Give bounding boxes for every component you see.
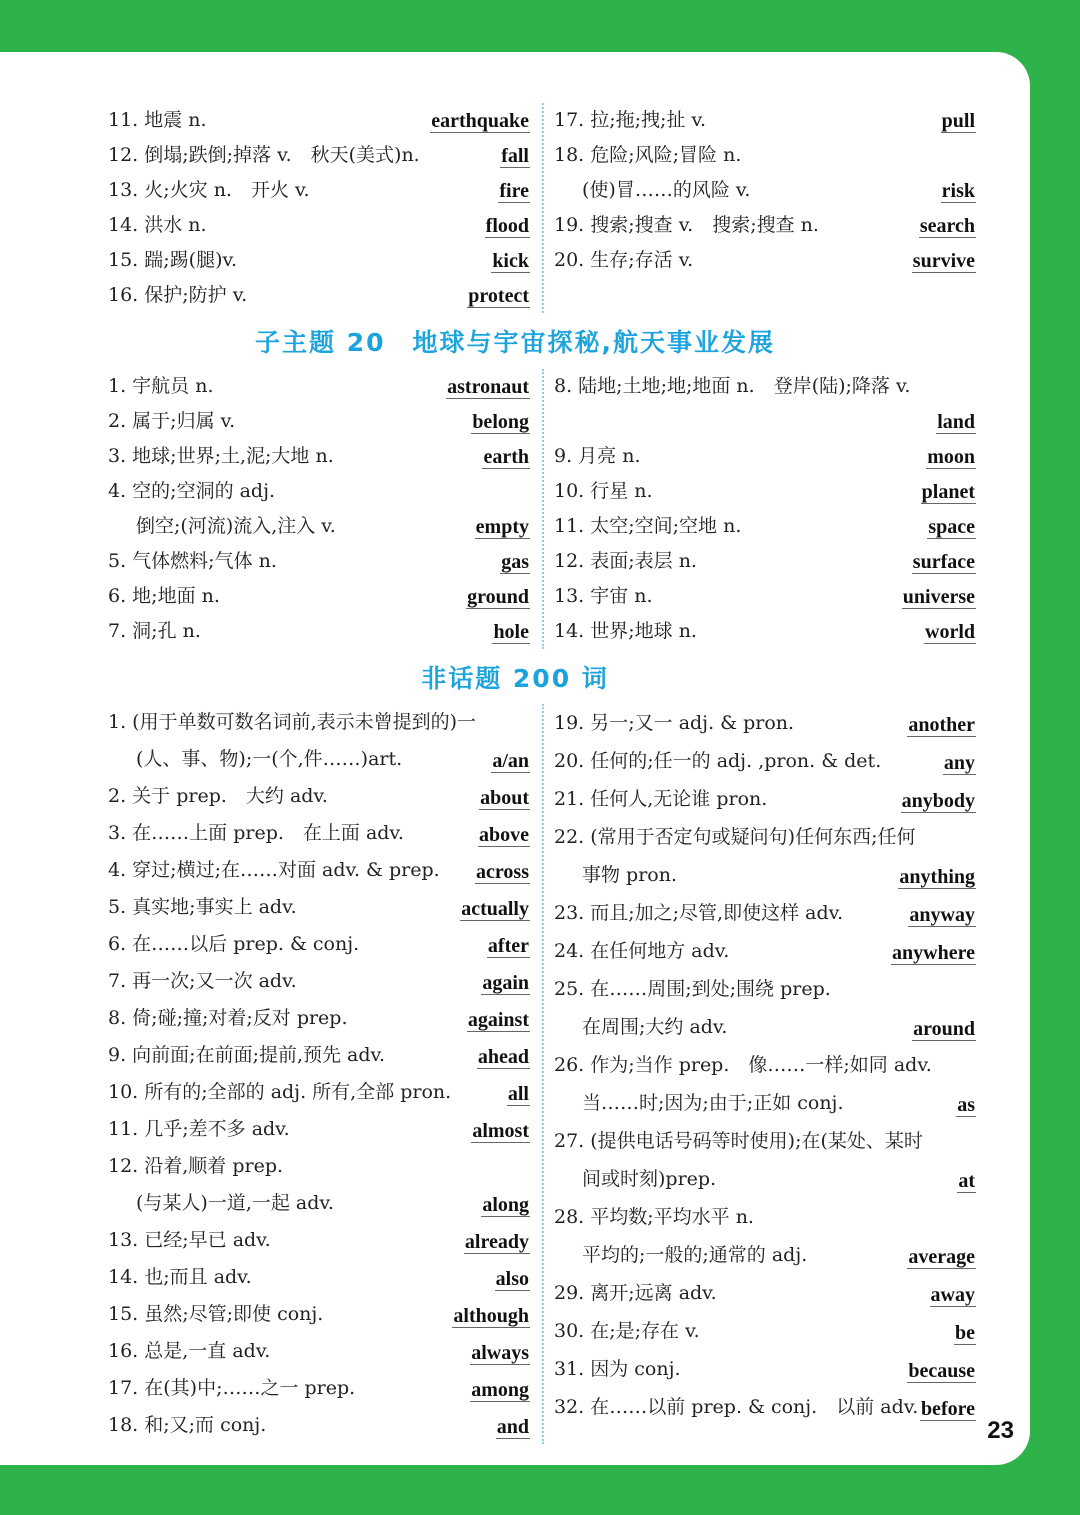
entry-word: always bbox=[471, 1342, 529, 1364]
entry-definition: 3. 地球;世界;土,泥;大地 n. bbox=[108, 445, 334, 467]
entry-definition: 13. 宇宙 n. bbox=[554, 585, 653, 607]
column-divider bbox=[542, 369, 544, 649]
vocab-entry bbox=[108, 278, 530, 313]
entry-definition: 12. 沿着,顺着 prep. bbox=[108, 1155, 284, 1177]
page-number: 23 bbox=[987, 1417, 1014, 1444]
vocab-entry bbox=[108, 208, 530, 243]
entry-word: among bbox=[471, 1379, 529, 1401]
vocab-entry bbox=[554, 509, 976, 544]
entry-definition: 倒空;(河流)流入,注入 v. bbox=[136, 515, 336, 537]
entry-word: before bbox=[920, 1398, 975, 1420]
vocab-entry bbox=[108, 1259, 530, 1296]
vocab-entry bbox=[554, 243, 976, 278]
vocab-entry bbox=[554, 1388, 976, 1426]
entry-word: again bbox=[482, 972, 529, 994]
entry-word: after bbox=[487, 935, 529, 957]
entry-definition: 5. 气体燃料;气体 n. bbox=[108, 550, 277, 572]
vocab-entry bbox=[554, 1312, 976, 1350]
vocab-entry bbox=[108, 509, 530, 544]
entry-definition: 事物 pron. bbox=[582, 864, 678, 886]
entry-word: almost bbox=[472, 1120, 529, 1142]
entry-word: planet bbox=[921, 481, 975, 503]
section-heading-non-topic: 非话题 200 词 bbox=[421, 664, 609, 693]
vocab-entry bbox=[108, 1037, 530, 1074]
entry-definition: 29. 离开;远离 adv. bbox=[554, 1282, 717, 1304]
entry-word: anywhere bbox=[892, 942, 975, 964]
column-left bbox=[108, 103, 530, 313]
entry-definition: 14. 世界;地球 n. bbox=[554, 620, 697, 642]
entry-definition: 当……时;因为;由于;正如 conj. bbox=[582, 1092, 844, 1114]
entry-word: kick bbox=[492, 250, 529, 272]
vocab-entry bbox=[108, 369, 530, 404]
section-earth-space bbox=[108, 369, 976, 649]
entry-definition: 16. 保护;防护 v. bbox=[108, 284, 248, 306]
entry-definition: 26. 作为;当作 prep. 像……一样;如同 adv. bbox=[554, 1054, 932, 1076]
entry-definition: 11. 几乎;差不多 adv. bbox=[108, 1118, 290, 1140]
entry-word: universe bbox=[902, 586, 975, 608]
entry-definition: 14. 也;而且 adv. bbox=[108, 1266, 252, 1288]
entry-word: as bbox=[957, 1094, 975, 1116]
entry-definition: 1. (用于单数可数名词前,表示未曾提到的)一 bbox=[108, 711, 477, 733]
entry-word: average bbox=[908, 1246, 975, 1268]
vocab-entry bbox=[108, 1111, 530, 1148]
entry-definition: 间或时刻)prep. bbox=[582, 1168, 717, 1190]
vocab-entry bbox=[108, 1074, 530, 1111]
vocab-entry bbox=[108, 544, 530, 579]
entry-definition: 23. 而且;加之;尽管,即使这样 adv. bbox=[554, 902, 844, 924]
vocab-entry bbox=[554, 1160, 976, 1198]
entry-word: also bbox=[495, 1268, 529, 1290]
entry-word: earth bbox=[483, 446, 529, 468]
vocab-entry bbox=[554, 404, 976, 439]
vocab-entry bbox=[554, 1008, 976, 1046]
entry-definition: 19. 搜索;搜查 v. 搜索;搜查 n. bbox=[554, 214, 819, 236]
entry-definition: 7. 洞;孔 n. bbox=[108, 620, 201, 642]
entry-definition: 14. 洪水 n. bbox=[108, 214, 207, 236]
entry-definition: 20. 任何的;任一的 adj. ,pron. & det. bbox=[554, 750, 882, 772]
vocab-entry bbox=[108, 103, 530, 138]
entry-definition: 7. 再一次;又一次 adv. bbox=[108, 970, 297, 992]
entry-word: around bbox=[913, 1018, 975, 1040]
entry-word: earthquake bbox=[431, 110, 529, 132]
entry-definition: 17. 拉;拖;拽;扯 v. bbox=[554, 109, 707, 131]
entry-definition: 4. 穿过;横过;在……对面 adv. & prep. bbox=[108, 859, 440, 881]
entry-definition: 11. 地震 n. bbox=[108, 109, 207, 131]
entry-definition: 6. 地;地面 n. bbox=[108, 585, 220, 607]
entry-definition: 4. 空的;空洞的 adj. bbox=[108, 480, 276, 502]
vocab-entry bbox=[554, 173, 976, 208]
vocab-entry bbox=[108, 614, 530, 649]
entry-word: protect bbox=[468, 285, 529, 307]
entry-definition: 3. 在……上面 prep. 在上面 adv. bbox=[108, 822, 404, 844]
vocab-entry bbox=[554, 579, 976, 614]
section-disasters bbox=[108, 103, 976, 313]
entry-word: against bbox=[467, 1009, 529, 1031]
entry-word: across bbox=[476, 861, 529, 883]
vocab-entry bbox=[108, 1296, 530, 1333]
entry-definition: 1. 宇航员 n. bbox=[108, 375, 214, 397]
entry-definition: 28. 平均数;平均水平 n. bbox=[554, 1206, 754, 1228]
vocab-entry bbox=[554, 138, 976, 173]
entry-word: space bbox=[928, 516, 975, 538]
entry-word: world bbox=[925, 621, 975, 643]
vocab-entry bbox=[108, 439, 530, 474]
column-divider bbox=[542, 704, 544, 1444]
entry-definition: 5. 真实地;事实上 adv. bbox=[108, 896, 297, 918]
entry-word: pull bbox=[941, 110, 975, 132]
entry-definition: 30. 在;是;存在 v. bbox=[554, 1320, 700, 1342]
column-left bbox=[108, 369, 530, 649]
entry-definition: 6. 在……以后 prep. & conj. bbox=[108, 933, 360, 955]
entry-word: ground bbox=[467, 586, 529, 608]
vocab-entry bbox=[108, 1370, 530, 1407]
entry-word: above bbox=[479, 824, 529, 846]
entry-definition: 9. 月亮 n. bbox=[554, 445, 641, 467]
vocab-entry bbox=[108, 1185, 530, 1222]
entry-definition: 15. 踹;踢(腿)v. bbox=[108, 249, 238, 271]
entry-definition: 19. 另一;又一 adj. & pron. bbox=[554, 712, 795, 734]
entry-definition: (人、事、物);一(个,件……)art. bbox=[136, 748, 403, 770]
entry-word: because bbox=[908, 1360, 975, 1382]
vocab-entry bbox=[108, 815, 530, 852]
column-divider bbox=[542, 103, 544, 313]
vocab-entry bbox=[554, 970, 976, 1008]
entry-definition: 32. 在……以前 prep. & conj. 以前 adv. bbox=[554, 1396, 919, 1418]
entry-word: anything bbox=[899, 866, 975, 888]
entry-word: empty bbox=[475, 516, 529, 538]
entry-word: surface bbox=[912, 551, 975, 573]
vocab-entry bbox=[108, 778, 530, 815]
entry-definition: 25. 在……周围;到处;围绕 prep. bbox=[554, 978, 831, 1000]
entry-definition: 15. 虽然;尽管;即使 conj. bbox=[108, 1303, 324, 1325]
entry-word: search bbox=[919, 215, 975, 237]
entry-word: about bbox=[480, 787, 529, 809]
vocab-entry bbox=[554, 704, 976, 742]
column-left bbox=[108, 704, 530, 1444]
vocab-entry bbox=[554, 1084, 976, 1122]
vocab-entry bbox=[554, 474, 976, 509]
entry-word: gas bbox=[501, 551, 529, 573]
entry-word: hole bbox=[493, 621, 529, 643]
vocab-entry bbox=[554, 369, 976, 404]
entry-word: astronaut bbox=[447, 376, 529, 398]
vocab-entry bbox=[554, 1236, 976, 1274]
vocab-entry bbox=[108, 1000, 530, 1037]
entry-word: although bbox=[453, 1305, 529, 1327]
entry-word: any bbox=[943, 752, 975, 774]
column-right bbox=[554, 369, 976, 649]
vocab-entry bbox=[108, 1222, 530, 1259]
entry-word: along bbox=[482, 1194, 529, 1216]
entry-definition: (使)冒……的风险 v. bbox=[582, 179, 751, 201]
vocab-entry bbox=[108, 404, 530, 439]
entry-word: another bbox=[908, 714, 975, 736]
vocab-entry bbox=[554, 208, 976, 243]
entry-definition: 9. 向前面;在前面;提前,预先 adv. bbox=[108, 1044, 386, 1066]
entry-word: anyway bbox=[909, 904, 975, 926]
section-heading-earth-space: 子主题 20 地球与宇宙探秘,航天事业发展 bbox=[255, 328, 775, 357]
vocab-entry bbox=[554, 544, 976, 579]
section-non-topic bbox=[108, 704, 976, 1444]
vocab-entry bbox=[108, 474, 530, 509]
vocab-entry bbox=[554, 1198, 976, 1236]
vocab-entry bbox=[554, 894, 976, 932]
vocab-entry bbox=[108, 138, 530, 173]
entry-definition: 8. 倚;碰;撞;对着;反对 prep. bbox=[108, 1007, 348, 1029]
entry-definition: 12. 倒塌;跌倒;掉落 v. 秋天(美式)n. bbox=[108, 144, 420, 166]
vocab-entry bbox=[108, 579, 530, 614]
vocab-entry bbox=[554, 742, 976, 780]
entry-definition: 2. 属于;归属 v. bbox=[108, 410, 236, 432]
entry-definition: 12. 表面;表层 n. bbox=[554, 550, 697, 572]
vocab-entry bbox=[554, 1122, 976, 1160]
entry-definition: 平均的;一般的;通常的 adj. bbox=[582, 1244, 808, 1266]
entry-definition: 24. 在任何地方 adv. bbox=[554, 940, 730, 962]
vocab-entry bbox=[554, 103, 976, 138]
vocab-entry bbox=[554, 1350, 976, 1388]
vocab-entry bbox=[108, 889, 530, 926]
vocab-entry bbox=[554, 856, 976, 894]
column-right bbox=[554, 704, 976, 1444]
entry-definition: 2. 关于 prep. 大约 adv. bbox=[108, 785, 328, 807]
entry-definition: 在周围;大约 adv. bbox=[582, 1016, 728, 1038]
entry-word: ahead bbox=[477, 1046, 529, 1068]
entry-definition: 17. 在(其)中;……之一 prep. bbox=[108, 1377, 356, 1399]
vocab-entry bbox=[554, 439, 976, 474]
entry-definition: 13. 火;火灾 n. 开火 v. bbox=[108, 179, 310, 201]
vocab-entry bbox=[108, 741, 530, 778]
entry-definition: 27. (提供电话号码等时使用);在(某处、某时 bbox=[554, 1130, 923, 1152]
entry-word: flood bbox=[485, 215, 529, 237]
entry-word: anybody bbox=[901, 790, 975, 812]
vocab-entry bbox=[108, 243, 530, 278]
entry-word: and bbox=[496, 1416, 529, 1438]
vocab-entry bbox=[554, 1046, 976, 1084]
entry-word: fall bbox=[501, 145, 529, 167]
entry-definition: 13. 已经;早已 adv. bbox=[108, 1229, 271, 1251]
entry-word: a/an bbox=[492, 750, 529, 772]
entry-word: already bbox=[464, 1231, 529, 1253]
entry-word: land bbox=[937, 411, 975, 433]
entry-word: away bbox=[930, 1284, 975, 1306]
vocab-entry bbox=[108, 1148, 530, 1185]
entry-definition: 18. 和;又;而 conj. bbox=[108, 1414, 267, 1436]
entry-definition: 11. 太空;空间;空地 n. bbox=[554, 515, 742, 537]
entry-word: belong bbox=[472, 411, 529, 433]
entry-word: actually bbox=[461, 898, 529, 920]
vocab-entry bbox=[108, 926, 530, 963]
entry-definition: 10. 行星 n. bbox=[554, 480, 653, 502]
vocab-entry bbox=[554, 780, 976, 818]
entry-definition: 18. 危险;风险;冒险 n. bbox=[554, 144, 742, 166]
entry-word: fire bbox=[499, 180, 529, 202]
entry-definition: 16. 总是,一直 adv. bbox=[108, 1340, 271, 1362]
entry-definition: 31. 因为 conj. bbox=[554, 1358, 681, 1380]
vocab-entry bbox=[554, 1274, 976, 1312]
entry-word: all bbox=[507, 1083, 529, 1105]
column-right bbox=[554, 103, 976, 313]
entry-word: at bbox=[958, 1170, 975, 1192]
entry-definition: (与某人)一道,一起 adv. bbox=[136, 1192, 334, 1214]
entry-definition: 20. 生存;存活 v. bbox=[554, 249, 694, 271]
entry-definition: 22. (常用于否定句或疑问句)任何东西;任何 bbox=[554, 826, 916, 848]
vocab-entry bbox=[554, 818, 976, 856]
vocab-entry bbox=[554, 614, 976, 649]
vocab-entry bbox=[554, 932, 976, 970]
vocab-entry bbox=[108, 1333, 530, 1370]
vocab-entry bbox=[108, 1407, 530, 1444]
entry-definition: 10. 所有的;全部的 adj. 所有,全部 pron. bbox=[108, 1081, 452, 1103]
entry-definition: 21. 任何人,无论谁 pron. bbox=[554, 788, 768, 810]
vocab-entry bbox=[108, 963, 530, 1000]
entry-word: risk bbox=[941, 180, 975, 202]
entry-word: be bbox=[955, 1322, 975, 1344]
entry-definition: 8. 陆地;土地;地;地面 n. 登岸(陆);降落 v. bbox=[554, 375, 911, 397]
vocab-entry bbox=[108, 852, 530, 889]
entry-word: moon bbox=[927, 446, 975, 468]
vocab-entry bbox=[108, 704, 530, 741]
vocab-entry bbox=[108, 173, 530, 208]
entry-word: survive bbox=[912, 250, 975, 272]
